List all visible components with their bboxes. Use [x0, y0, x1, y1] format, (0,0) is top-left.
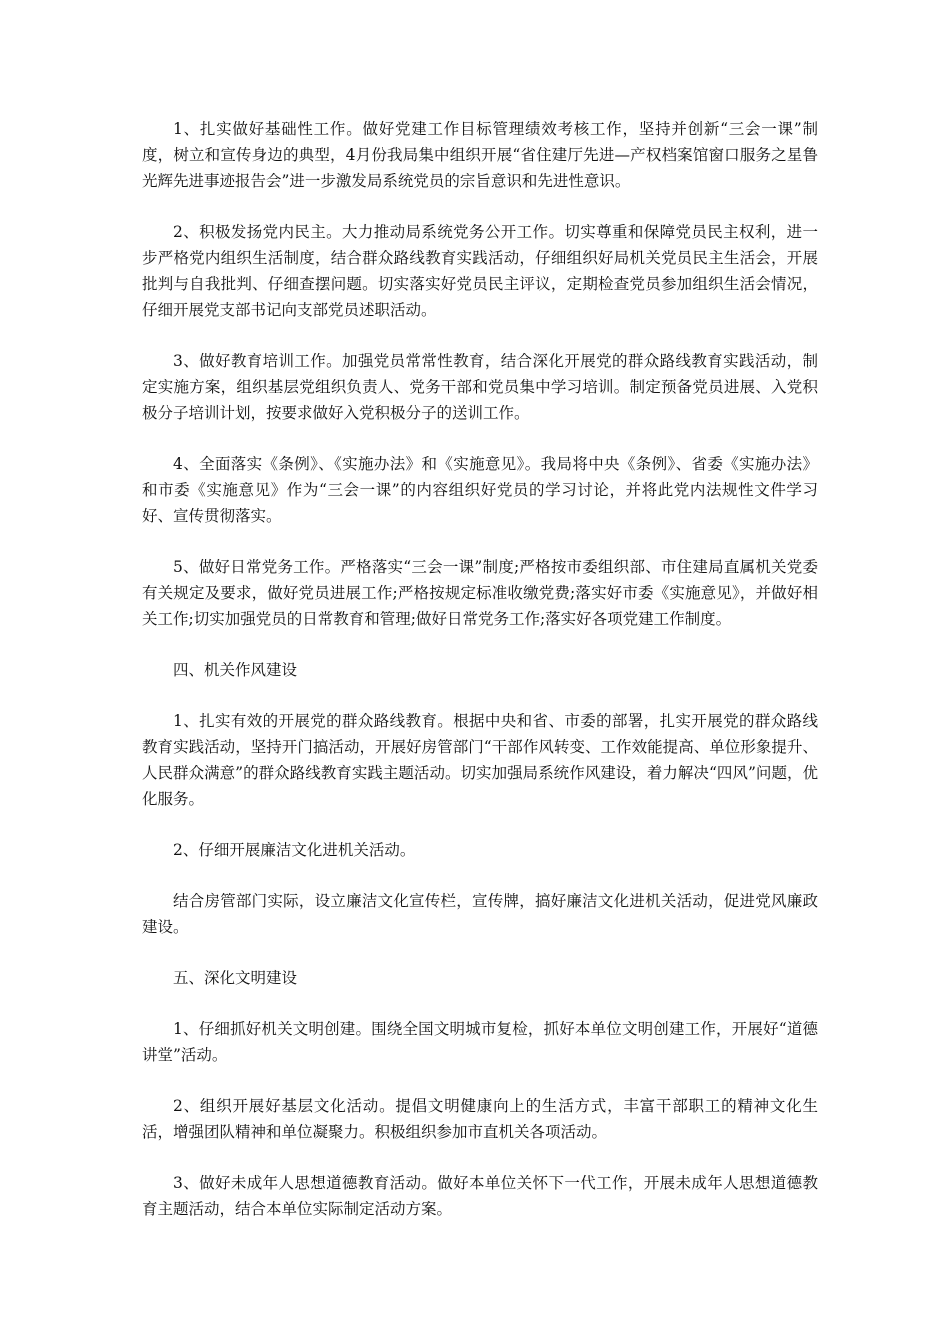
paragraph-item-8: 结合房管部门实际，设立廉洁文化宣传栏，宣传牌，搞好廉洁文化进机关活动，促进党风廉政建设。 — [142, 892, 818, 936]
paragraph-item-10: 2、组织开展好基层文化活动。提倡文明健康向上的生活方式，丰富干部职工的精神文化生活，增强团队精神和单位凝聚力。积极组织参加市直机关各项活动。 — [142, 1097, 818, 1141]
paragraph-item-6: 1、扎实有效的开展党的群众路线教育。根据中央和省、市委的部署，扎实开展党的群众路线教育实践活动，坚持开门搞活动，开展好房管部门“干部作风转变、工作效能提高、单位形象提升、人民群众满意”的群众路线教育实践主题活动。切实加强局系统作风建设，着力解决“四风”问题，优化服务。 — [142, 712, 818, 808]
section-heading-4: 四、机关作风建设 — [173, 661, 298, 679]
paragraph-item-3: 3、做好教育培训工作。加强党员常常性教育，结合深化开展党的群众路线教育实践活动，制定实施方案，组织基层党组织负责人、党务干部和党员集中学习培训。制定预备党员进展、入党积极分子培训计划，按要求做好入党积极分子的送训工作。 — [142, 352, 818, 422]
paragraph-item-5: 5、做好日常党务工作。严格落实“三会一课”制度;严格按市委组织部、市住建局直属机关党委有关规定及要求，做好党员进展工作;严格按规定标准收缴党费;落实好市委《实施意见》，并做好相关工作;切实加强党员的日常教育和管理;做好日常党务工作;落实好各项党建工作制度。 — [142, 558, 818, 628]
document-body — [142, 116, 818, 1247]
paragraph-item-11: 3、做好未成年人思想道德教育活动。做好本单位关怀下一代工作，开展未成年人思想道德教育主题活动，结合本单位实际制定活动方案。 — [142, 1174, 818, 1218]
section-heading-5: 五、深化文明建设 — [173, 969, 298, 987]
paragraph-item-7: 2、仔细开展廉洁文化进机关活动。 — [173, 841, 416, 859]
paragraph-item-1: 1、扎实做好基础性工作。做好党建工作目标管理绩效考核工作，坚持并创新“三会一课”制度，树立和宣传身边的典型，4月份我局集中组织开展“省住建厅先进—产权档案馆窗口服务之星鲁光辉先进事迹报告会”进一步激发局系统党员的宗旨意识和先进性意识。 — [142, 120, 818, 190]
paragraph-item-2: 2、积极发扬党内民主。大力推动局系统党务公开工作。切实尊重和保障党员民主权利，进一步严格党内组织生活制度，结合群众路线教育实践活动，仔细组织好局机关党员民主生活会，开展批判与自我批判、仔细查摆问题。切实落实好党员民主评议，定期检查党员参加组织生活会情况，仔细开展党支部书记向支部党员述职活动。 — [142, 223, 818, 319]
paragraph-item-9: 1、仔细抓好机关文明创建。围绕全国文明城市复检，抓好本单位文明创建工作，开展好“道德讲堂”活动。 — [142, 1020, 818, 1064]
paragraph-item-4: 4、全面落实《条例》、《实施办法》和《实施意见》。我局将中央《条例》、省委《实施办法》和市委《实施意见》作为“三会一课”的内容组织好党员的学习讨论，并将此党内法规性文件学习好、宣传贯彻落实。 — [142, 455, 818, 525]
